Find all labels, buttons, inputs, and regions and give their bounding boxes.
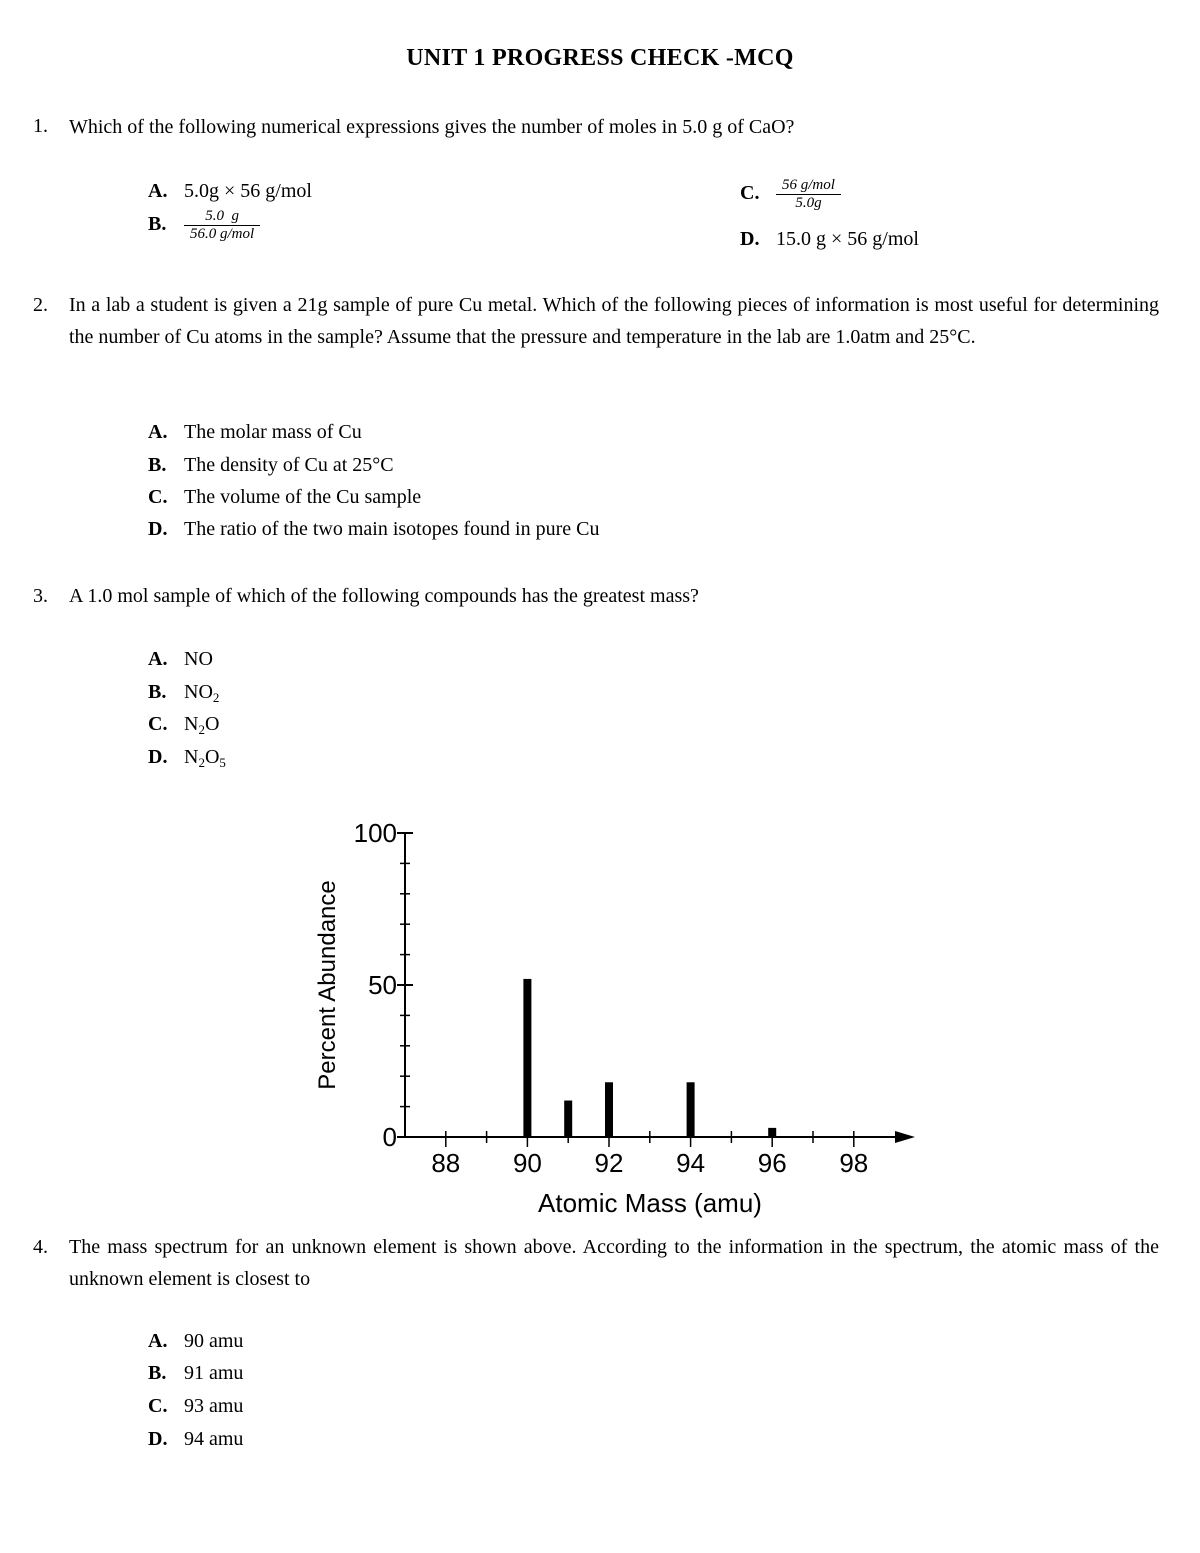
- y-tick-label: 0: [382, 1122, 397, 1152]
- q2-option-b-letter: B.: [148, 454, 167, 476]
- q1-option-c[interactable]: [740, 177, 841, 212]
- chart-axes: [354, 818, 915, 1178]
- q4-option-c-text: 93 amu: [184, 1395, 244, 1417]
- q2-option-a[interactable]: [148, 421, 362, 444]
- q2-option-c[interactable]: [148, 486, 421, 509]
- q3-option-b[interactable]: [148, 681, 219, 704]
- x-tick-label: 94: [676, 1148, 706, 1178]
- q2-option-a-text: The molar mass of Cu: [184, 421, 362, 443]
- x-tick-label: 92: [594, 1148, 624, 1178]
- q1-option-c-fraction: [776, 177, 841, 212]
- q1-option-a[interactable]: [148, 180, 312, 203]
- q1-option-d[interactable]: [740, 228, 919, 251]
- q3-option-d[interactable]: [148, 746, 226, 769]
- q3-option-c-letter: C.: [148, 713, 168, 735]
- q4-option-b-letter: B.: [148, 1362, 167, 1384]
- q3-option-c[interactable]: [148, 713, 219, 736]
- question-4-number: 4.: [33, 1236, 48, 1258]
- q4-option-b-text: 91 amu: [184, 1362, 244, 1384]
- question-3-number: 3.: [33, 585, 48, 607]
- chart-bars: [523, 979, 776, 1137]
- q1-option-b-letter: B.: [148, 213, 167, 236]
- q1-option-b[interactable]: [148, 208, 260, 243]
- q4-option-d-text: 94 amu: [184, 1428, 244, 1450]
- q2-option-b-text: The density of Cu at 25°C: [184, 454, 394, 476]
- q1-option-c-numerator: 56 g/mol: [776, 177, 841, 195]
- q2-option-d-text: The ratio of the two main isotopes found in pure Cu: [184, 518, 600, 540]
- x-tick-label: 88: [431, 1148, 461, 1178]
- q2-option-a-letter: A.: [148, 421, 168, 443]
- q2-option-d-letter: D.: [148, 518, 168, 540]
- q3-option-b-formula: $NO_2$: [184, 681, 220, 705]
- q1-option-d-letter: D.: [740, 228, 760, 250]
- question-2-number: 2.: [33, 294, 48, 316]
- q3-option-d-letter: D.: [148, 746, 168, 768]
- spectrum-bar: [605, 1082, 613, 1137]
- q4-option-b[interactable]: [148, 1362, 243, 1385]
- q3-option-a[interactable]: [148, 648, 213, 671]
- q4-option-c[interactable]: [148, 1395, 243, 1418]
- question-3-text: A 1.0 mol sample of which of the following compounds has the greatest mass?: [69, 585, 699, 607]
- question-1-text: Which of the following numerical expressions gives the number of moles in 5.0 g of CaO?: [69, 116, 795, 138]
- q2-option-c-text: The volume of the Cu sample: [184, 486, 422, 508]
- q3-option-b-letter: B.: [148, 681, 167, 703]
- question-4-text: The mass spectrum for an unknown element is shown above. According to the information in the spectrum, the atomic mass of the unknown element is closest to: [69, 1236, 1159, 1290]
- q4-option-a[interactable]: [148, 1330, 243, 1353]
- q1-option-a-text: 5.0g × 56 g/mol: [184, 180, 312, 202]
- q4-option-c-letter: C.: [148, 1395, 168, 1417]
- chart-x-axis-label: Atomic Mass (amu): [538, 1188, 762, 1218]
- q2-option-b[interactable]: [148, 454, 394, 477]
- q3-option-c-formula: $N_2O$: [184, 713, 220, 737]
- spectrum-bar: [564, 1101, 572, 1137]
- x-axis-arrow: [895, 1131, 915, 1143]
- spectrum-bar: [687, 1082, 695, 1137]
- spectrum-bar: [768, 1128, 776, 1137]
- q4-option-d-letter: D.: [148, 1428, 168, 1450]
- q1-option-c-denominator: 5.0g: [795, 195, 822, 211]
- x-tick-label: 90: [512, 1148, 542, 1178]
- question-1-number: 1.: [33, 115, 48, 137]
- q1-option-b-denominator: 56.0 g/mol: [190, 226, 255, 242]
- y-tick-label: 50: [368, 970, 397, 1000]
- q3-option-d-formula: $N_2O_5$: [184, 746, 226, 770]
- q3-option-a-letter: A.: [148, 648, 168, 670]
- chart-y-axis-label: Percent Abundance: [314, 880, 341, 1090]
- x-tick-label: 96: [757, 1148, 787, 1178]
- question-2-text: In a lab a student is given a 21g sample of pure Cu metal. Which of the following pieces of information is most useful for determining the number of Cu atoms in the sample? Assume that the pressure and temperature in the lab are 1.0atm and 25°C.: [69, 294, 1159, 348]
- q1-option-b-numerator: 5.0 g: [184, 208, 260, 226]
- spectrum-bar: [523, 979, 531, 1137]
- q1-option-c-letter: C.: [740, 182, 760, 205]
- q2-option-c-letter: C.: [148, 486, 168, 508]
- q1-option-b-fraction: [184, 208, 260, 243]
- q4-option-a-letter: A.: [148, 1330, 168, 1352]
- q4-option-d[interactable]: [148, 1428, 243, 1451]
- y-tick-label: 100: [353, 818, 397, 848]
- q3-option-a-formula: NO: [184, 648, 213, 670]
- q4-option-a-text: 90 amu: [184, 1330, 244, 1352]
- q2-option-d[interactable]: [148, 518, 599, 541]
- x-tick-label: 98: [839, 1148, 869, 1178]
- q1-option-a-letter: A.: [148, 180, 168, 202]
- page-title: UNIT 1 PROGRESS CHECK -MCQ: [406, 45, 794, 71]
- q1-option-d-text: 15.0 g × 56 g/mol: [776, 228, 919, 250]
